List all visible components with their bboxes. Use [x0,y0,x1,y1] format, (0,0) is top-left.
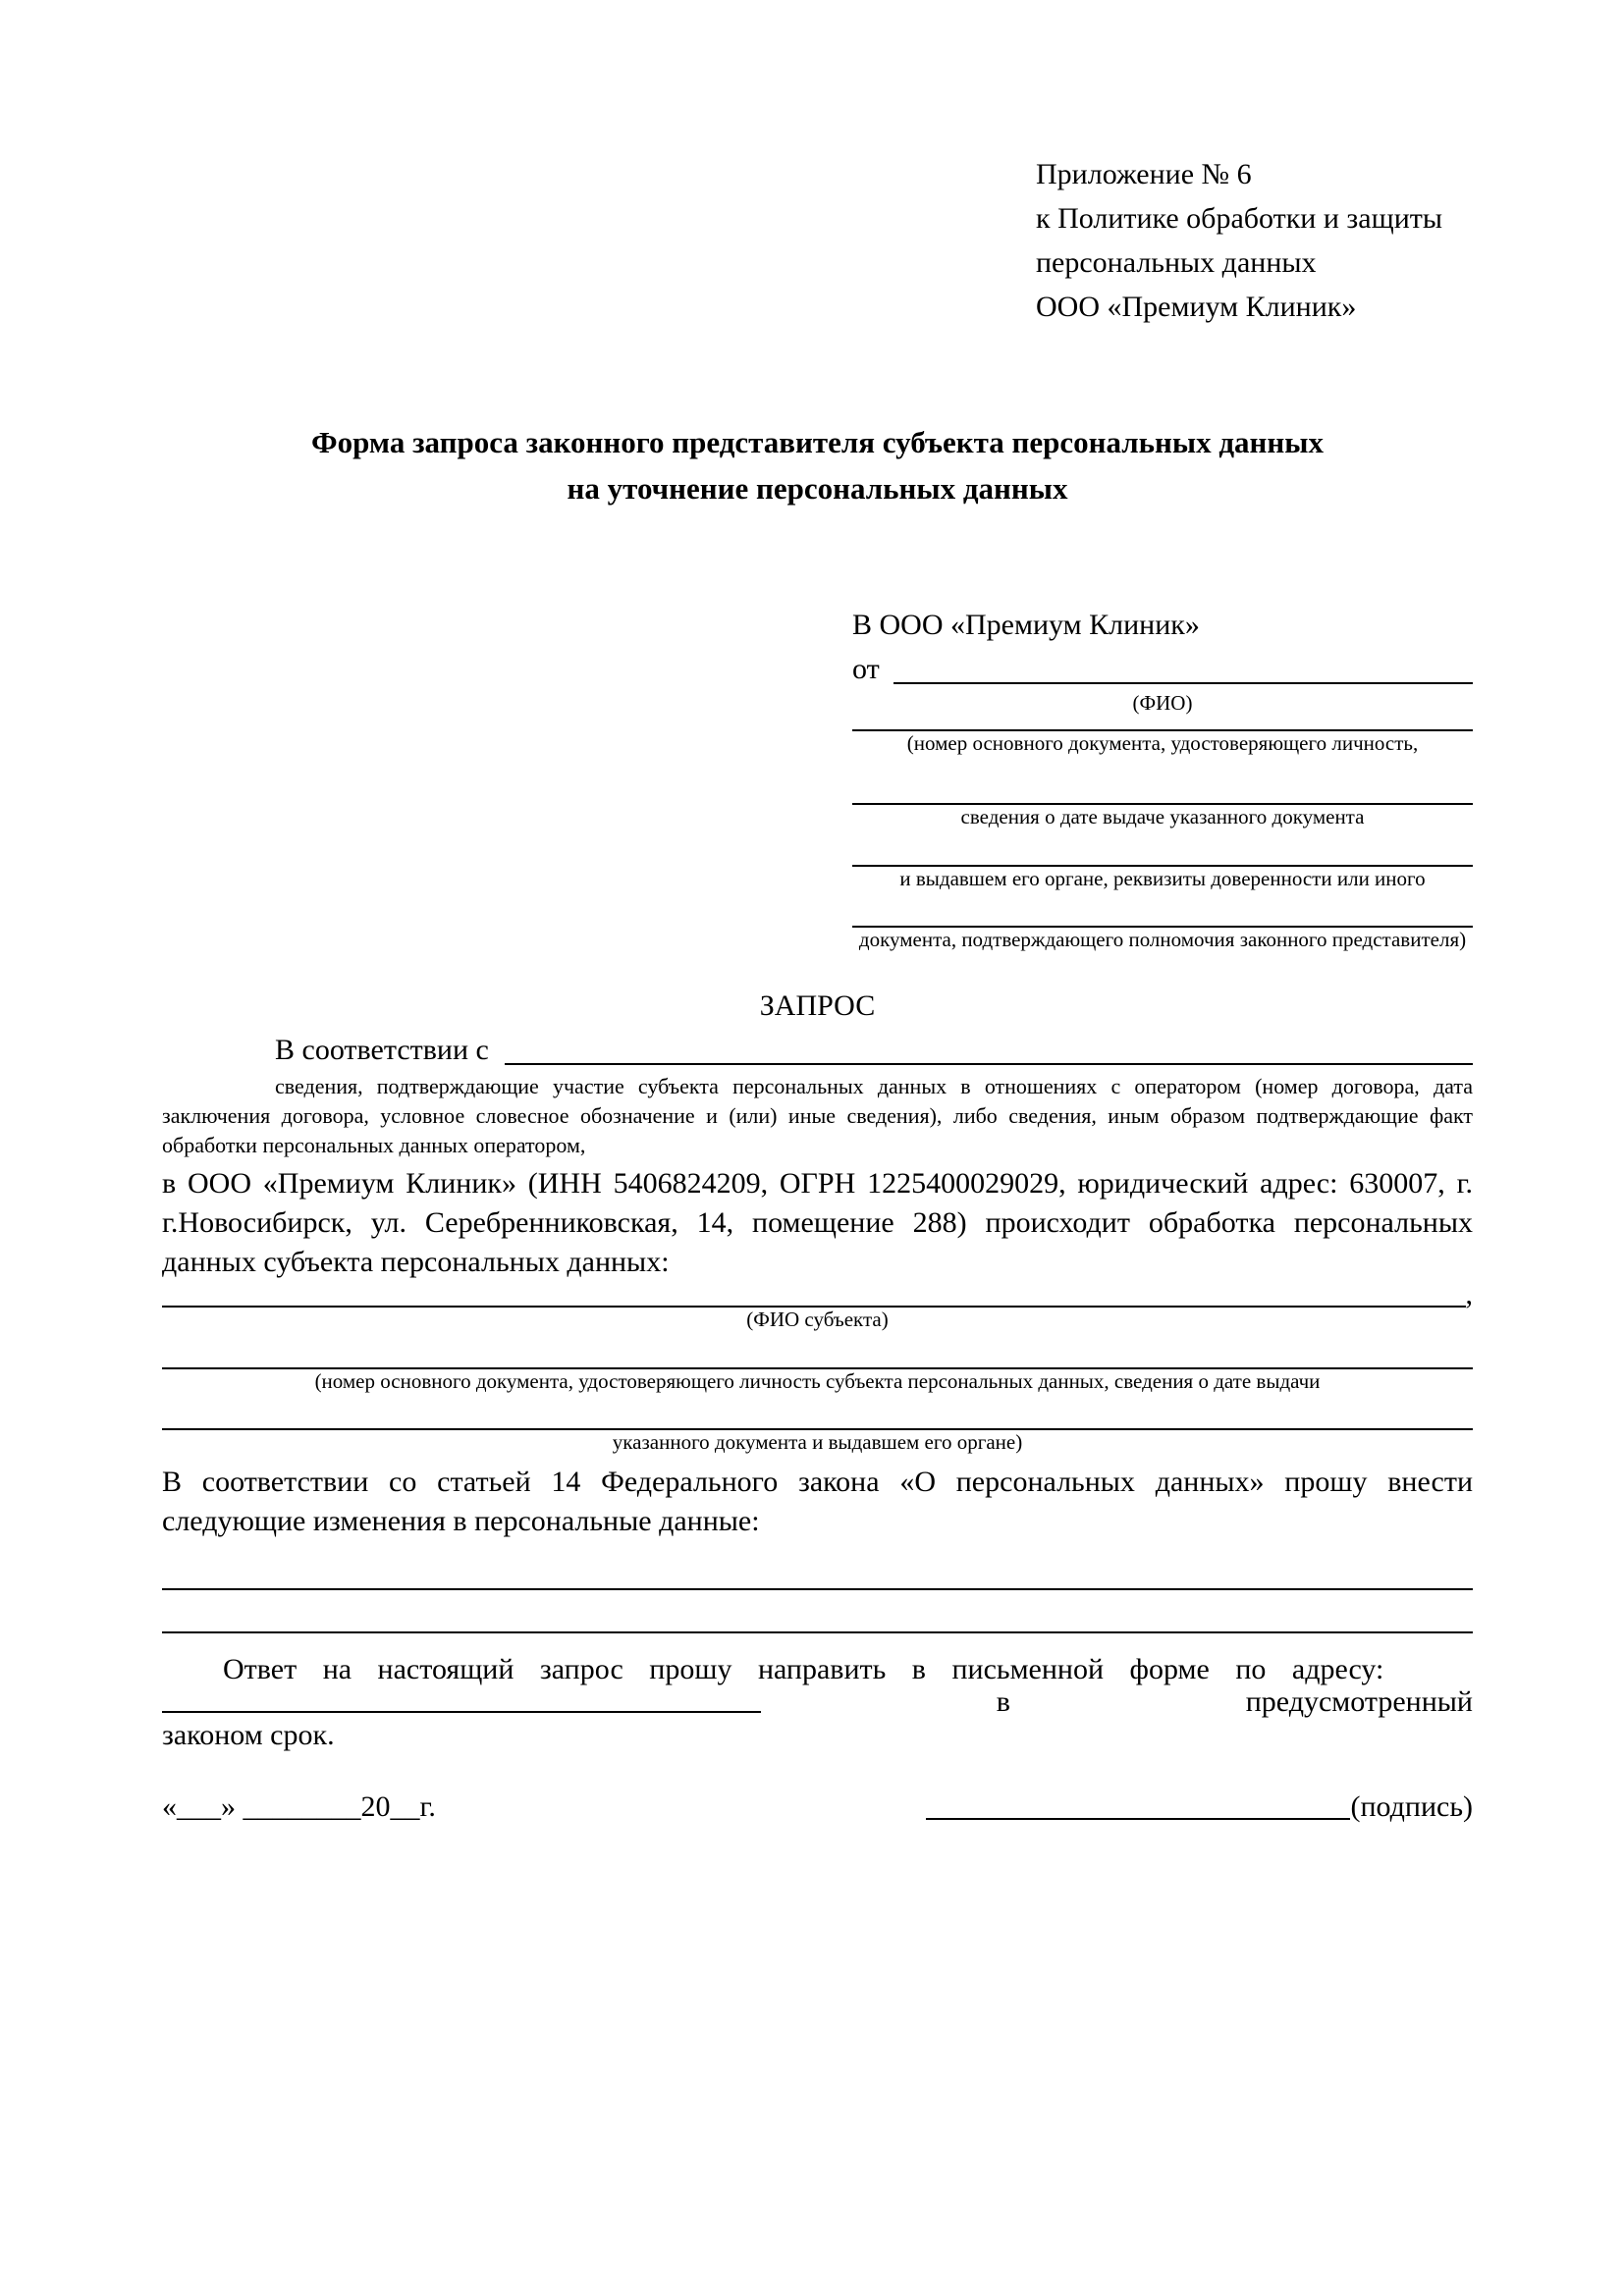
subject-doc-blank-line [162,1394,1473,1430]
amendment-blank-line [162,1590,1473,1633]
subject-doc-blank-line [162,1332,1473,1369]
basis-caption: сведения, подтверждающие участие субъекта персональных данных в отношениях с оператором (номер договора, дата заключения договора, условное словесное обозначение и (или) иные сведения), либо сведения, иным образом подтверждающие факт обработки персональных данных оператором, [162,1074,1473,1157]
document-title [162,419,1473,511]
subject-doc-caption: указанного документа и выдавшем его органе) [612,1430,1023,1454]
signature-caption: (подпись) [1350,1790,1473,1823]
document-title-line1: Форма запроса законного представителя субъекта персональных данных [311,425,1324,459]
reply-paragraph-line1: Ответ на настоящий запрос прошу направить в письменной форме по адресу: [223,1653,1384,1685]
reply-address-field [162,1685,1473,1718]
reply-mid-word: в [996,1685,1010,1718]
reply-right-word: предусмотренный [1245,1685,1473,1718]
basis-blank-line [505,1063,1473,1065]
doc-info-blank-line [852,829,1473,867]
date-field: «___» ________20__г. [162,1790,436,1823]
basis-label: В соответствии с [275,1034,489,1066]
from-label: от [852,653,880,685]
appendix-line: к Политике обработки и защиты [1036,202,1443,235]
addressee-org: В ООО «Премиум Клиник» [852,609,1200,641]
subject-fio-caption: (ФИО субъекта) [746,1308,889,1331]
doc-info-blank-line [852,716,1473,731]
doc-info-caption: и выдавшем его органе, реквизиты доверенности или иного [899,867,1426,890]
document-title-line2: на уточнение персональных данных [567,471,1068,506]
subject-fio-field [162,1278,1473,1310]
footer-row [162,1785,1473,1829]
fio-blank-line [893,682,1473,684]
appendix-line: Приложение № 6 [1036,158,1252,190]
operator-paragraph: в ООО «Премиум Клиник» (ИНН 5406824209, ОГРН 1225400029029, юридический адрес: 630007, г. г.Новосибирск, ул. Серебренниковская, 14, помещение 288) происходит обработка персональных данных субъекта персональных данных: [162,1167,1473,1278]
appendix-header [1036,152,1473,329]
doc-info-blank-line [852,891,1473,928]
amendment-blank-line [162,1541,1473,1590]
doc-info-blank-line [852,756,1473,805]
doc-info-caption: документа, подтверждающего полномочия законного представителя) [858,928,1467,951]
amendment-paragraph: В соответствии со статьей 14 Федерального закона «О персональных данных» прошу внести следующие изменения в персональные данные: [162,1466,1473,1537]
from-field [852,647,1473,691]
doc-info-caption: сведения о дате выдаче указанного документа [960,805,1365,828]
signature-field [926,1785,1473,1829]
subject-doc-caption: (номер основного документа, удостоверяющего личность субъекта персональных данных, сведения о дате выдачи [314,1369,1321,1393]
doc-info-caption: (номер основного документа, удостоверяющего личность, [906,731,1419,755]
appendix-line: персональных данных [1036,246,1317,279]
request-heading: ЗАПРОС [759,989,876,1022]
trailing-comma: , [1465,1278,1473,1310]
addressee-block [852,603,1473,952]
basis-field [162,1028,1473,1072]
reply-paragraph-line3: законом срок. [162,1719,335,1751]
appendix-line: ООО «Премиум Клиник» [1036,291,1357,323]
fio-caption: (ФИО) [1132,691,1193,715]
signature-blank-line [926,1818,1350,1820]
